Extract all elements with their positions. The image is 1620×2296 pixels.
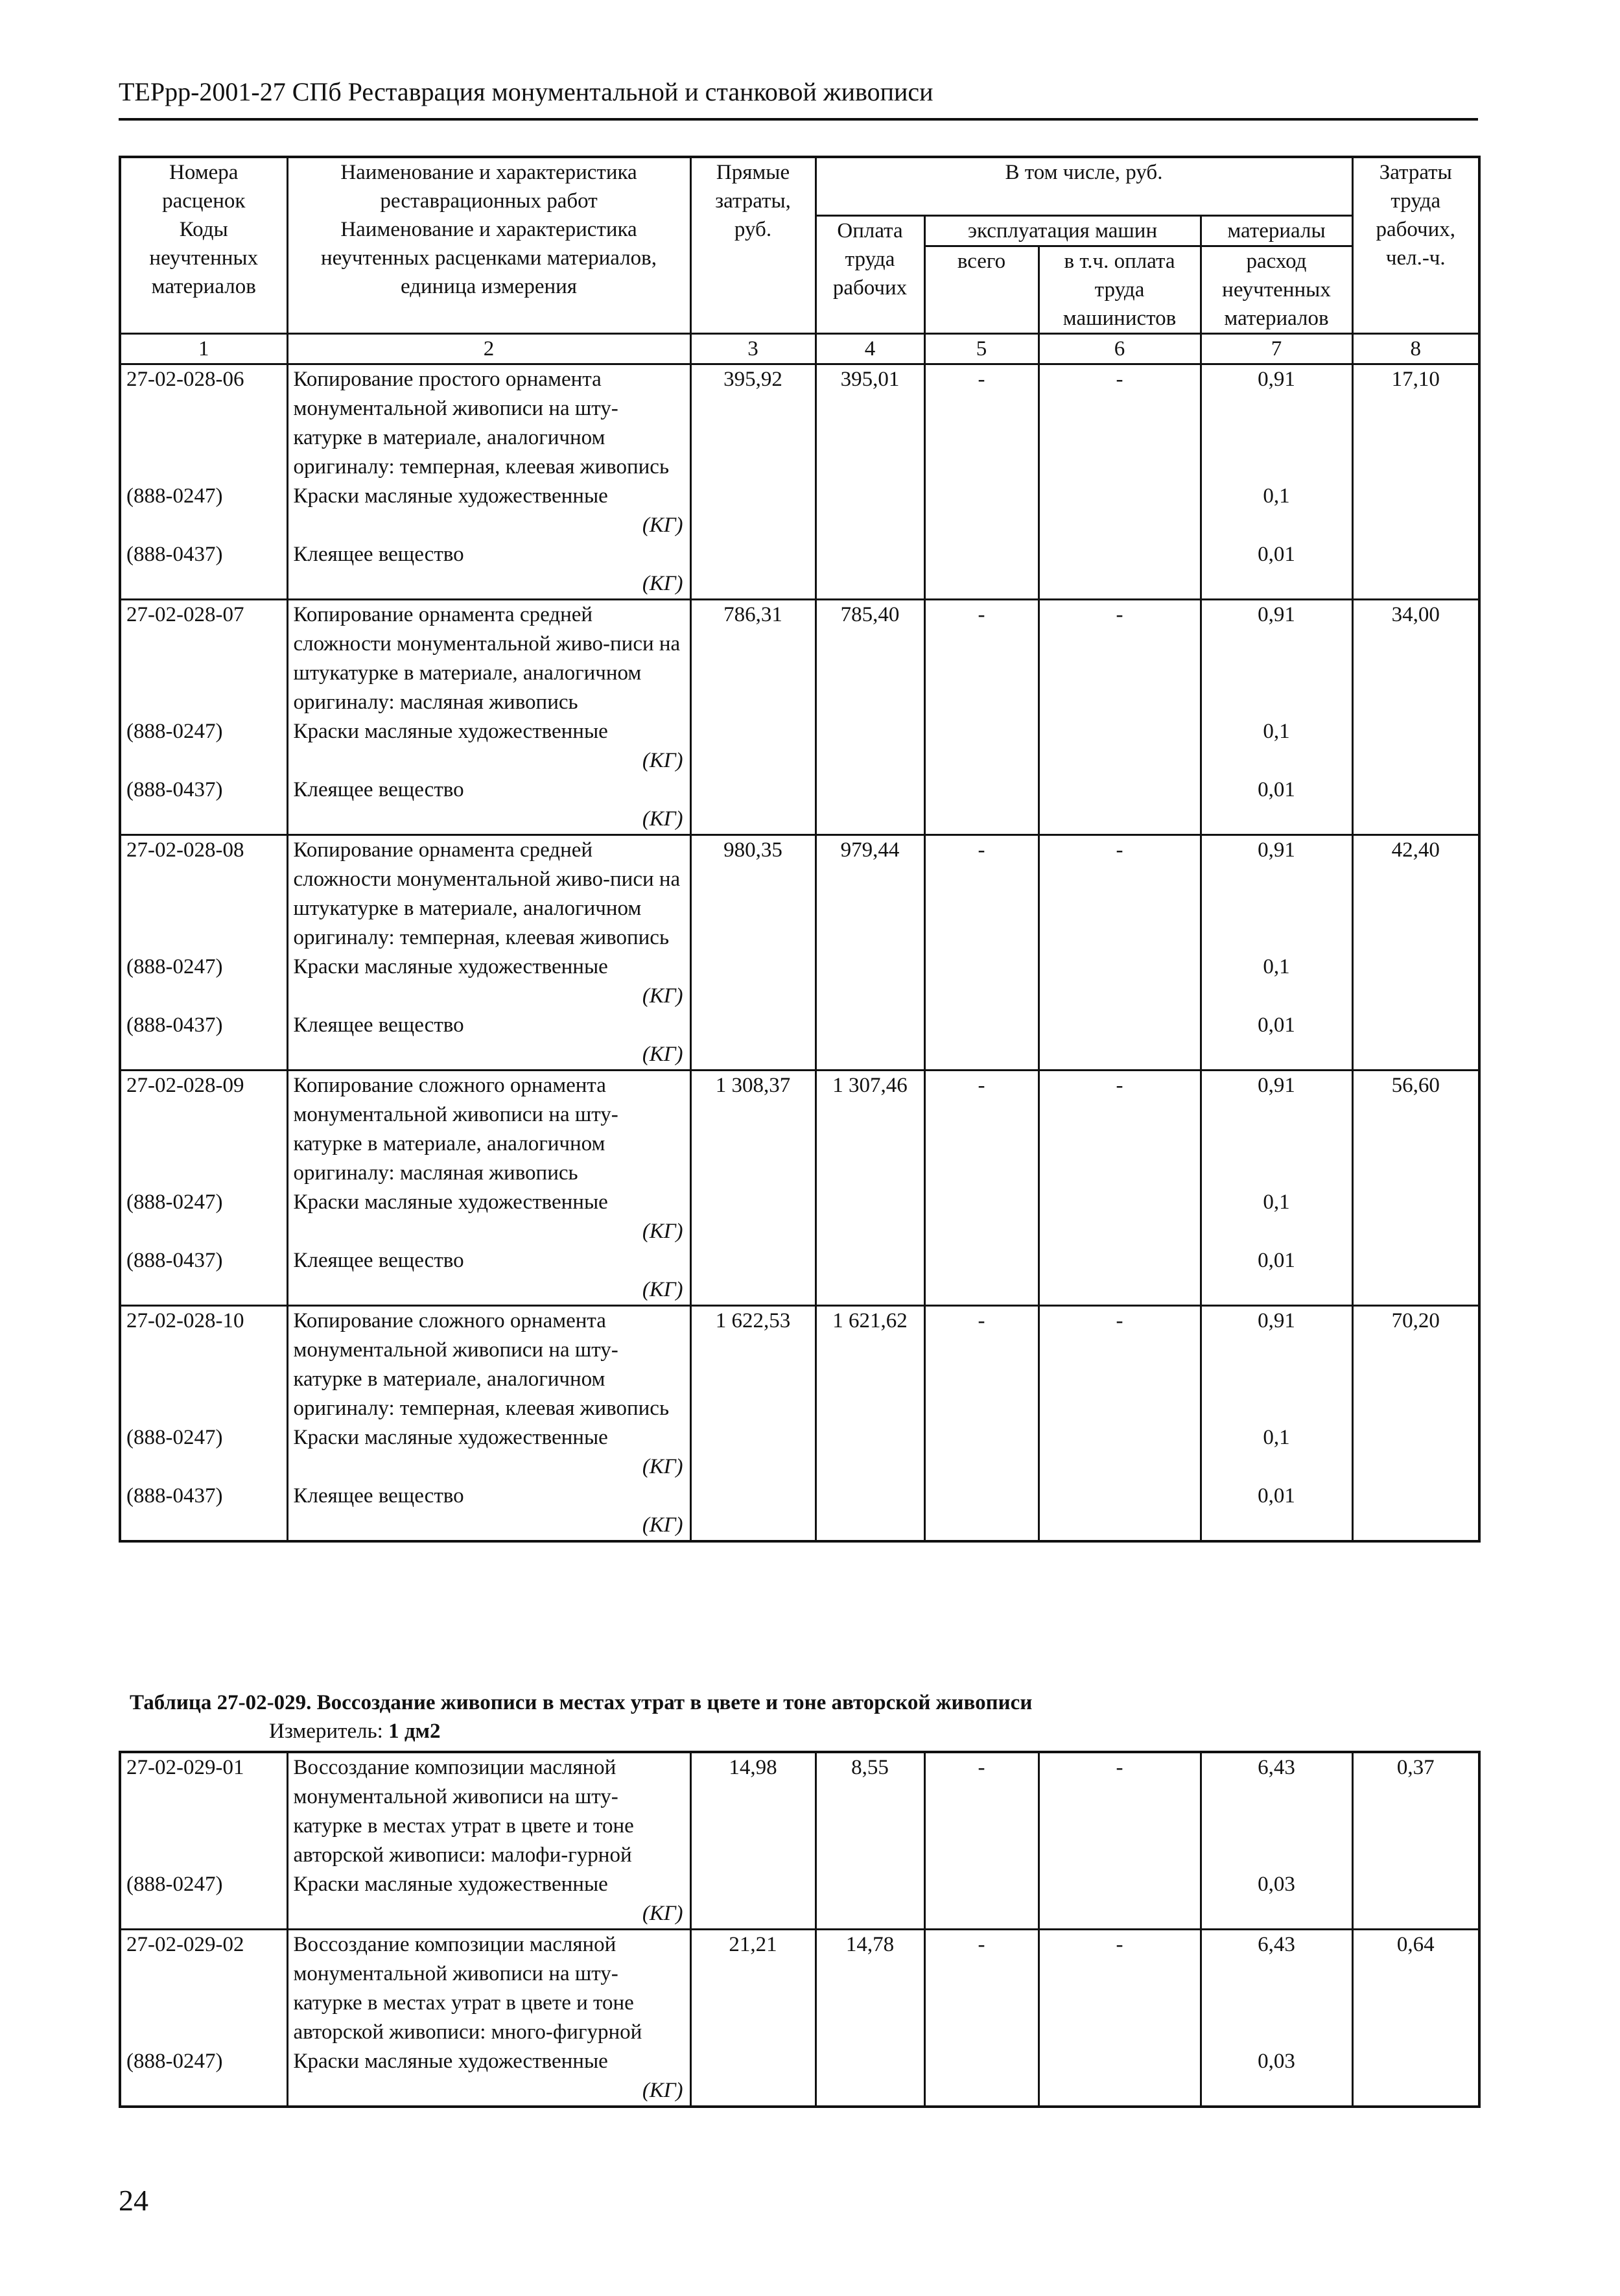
empty-cell [1352, 1870, 1479, 1930]
material-name-cell [287, 1188, 690, 1246]
empty-cell [1039, 540, 1201, 600]
material-code: (888-0437) [120, 1011, 287, 1071]
empty-cell [1352, 953, 1479, 1011]
material-name: Краски масляные художественные [293, 1425, 608, 1449]
direct-costs: 786,31 [690, 599, 816, 717]
empty-cell [924, 1423, 1039, 1482]
rate-code: 27-02-029-01 [120, 1752, 287, 1870]
worker-wages: 8,55 [816, 1752, 924, 1870]
empty-cell [924, 953, 1039, 1011]
material-row [120, 717, 1479, 775]
material-name: Краски масляные художественные [293, 954, 608, 978]
rate-row [120, 1305, 1479, 1423]
page-header-title: ТЕРрр-2001-27 СПб Реставрация монументальной и станковой живописи [119, 77, 933, 106]
material-name-cell [287, 540, 690, 600]
empty-cell [924, 1188, 1039, 1246]
worker-wages: 785,40 [816, 599, 924, 717]
material-qty: 0,01 [1201, 775, 1352, 835]
material-code: (888-0437) [120, 1246, 287, 1306]
empty-cell [690, 482, 816, 540]
table-title: Таблица 27-02-029. Воссоздание живописи в местах утрат в цвете и тоне авторской живописи [130, 1691, 1033, 1714]
material-name: Краски масляные художественные [293, 2050, 608, 2073]
empty-cell [1352, 775, 1479, 835]
empty-cell [924, 1870, 1039, 1930]
material-name: Краски масляные художественные [293, 1873, 608, 1896]
material-qty: 0,01 [1201, 1482, 1352, 1541]
rate-name: Копирование орнамента средней сложности монументальной живо-писи на штукатурке в материале, аналогичном оригиналу: масляная живопись [287, 599, 690, 717]
material-code: (888-0247) [120, 1423, 287, 1482]
materials-cost: 0,91 [1201, 599, 1352, 717]
material-unit: (КГ) [642, 513, 683, 537]
material-row [120, 1482, 1479, 1541]
direct-costs: 21,21 [690, 1930, 816, 2048]
material-name-cell [287, 1246, 690, 1306]
empty-cell [816, 717, 924, 775]
empty-cell [924, 2047, 1039, 2107]
empty-cell [1352, 717, 1479, 775]
material-name-cell [287, 1423, 690, 1482]
rates-body [120, 364, 1479, 1541]
direct-costs: 14,98 [690, 1752, 816, 1870]
direct-costs: 395,92 [690, 364, 816, 482]
empty-cell [690, 540, 816, 600]
machines-total: - [924, 1930, 1039, 2048]
material-qty: 0,1 [1201, 953, 1352, 1011]
material-code: (888-0437) [120, 775, 287, 835]
material-unit: (КГ) [642, 571, 683, 595]
worker-wages: 395,01 [816, 364, 924, 482]
empty-cell [924, 1246, 1039, 1306]
material-row [120, 1011, 1479, 1071]
material-row [120, 775, 1479, 835]
material-row [120, 1870, 1479, 1930]
rate-row [120, 1752, 1479, 1870]
machinist-wages: - [1039, 1752, 1201, 1870]
empty-cell [1039, 717, 1201, 775]
rate-code: 27-02-028-06 [120, 364, 287, 482]
empty-cell [1039, 1870, 1201, 1930]
rate-name: Копирование простого орнамента монументальной живописи на шту-катурке в материале, аналогичном оригиналу: темперная, клеевая живопись [287, 364, 690, 482]
included-group-header: В том числе, руб. [816, 157, 1352, 215]
col-number: 3 [690, 333, 816, 364]
material-name: Клеящее вещество [293, 542, 464, 566]
page-number: 24 [119, 2184, 148, 2217]
empty-cell [1039, 482, 1201, 540]
machines-total: - [924, 1305, 1039, 1423]
material-unit: (КГ) [642, 1454, 683, 1478]
empty-cell [1352, 1482, 1479, 1541]
col-number: 6 [1039, 333, 1201, 364]
empty-cell [816, 953, 924, 1011]
col-number: 8 [1352, 333, 1479, 364]
material-name: Клеящее вещество [293, 777, 464, 801]
material-code: (888-0247) [120, 2047, 287, 2107]
material-name: Клеящее вещество [293, 1484, 464, 1508]
empty-cell [1039, 775, 1201, 835]
material-qty: 0,1 [1201, 482, 1352, 540]
worker-wages: 1 307,46 [816, 1070, 924, 1188]
material-unit: (КГ) [642, 2079, 683, 2102]
materials-cost: 6,43 [1201, 1930, 1352, 2048]
machines-total: - [924, 1752, 1039, 1870]
material-code: (888-0247) [120, 482, 287, 540]
rate-code: 27-02-029-02 [120, 1930, 287, 2048]
empty-cell [1039, 1011, 1201, 1071]
empty-cell [924, 775, 1039, 835]
material-name-cell [287, 1482, 690, 1541]
empty-cell [924, 1011, 1039, 1071]
col2-header-bottom: Наименование и характеристика неучтенных расценками материалов, единица измерения [287, 215, 690, 333]
empty-cell [690, 717, 816, 775]
materials-cost: 0,91 [1201, 834, 1352, 953]
labor-hours: 0,37 [1352, 1752, 1479, 1870]
empty-cell [690, 1246, 816, 1306]
labor-hours: 42,40 [1352, 834, 1479, 953]
col6-header: в т.ч. оплата труда машинистов [1039, 246, 1201, 333]
direct-costs: 1 622,53 [690, 1305, 816, 1423]
labor-hours: 17,10 [1352, 364, 1479, 482]
empty-cell [690, 1423, 816, 1482]
worker-wages: 979,44 [816, 834, 924, 953]
empty-cell [816, 1870, 924, 1930]
material-qty: 0,01 [1201, 1011, 1352, 1071]
rates-table-029 [119, 1751, 1481, 2108]
machines-total: - [924, 599, 1039, 717]
material-name: Клеящее вещество [293, 1248, 464, 1272]
materials-cost: 6,43 [1201, 1752, 1352, 1870]
material-qty: 0,01 [1201, 1246, 1352, 1306]
empty-cell [1352, 1423, 1479, 1482]
material-name-cell [287, 1870, 690, 1930]
empty-cell [690, 1870, 816, 1930]
material-name-cell [287, 717, 690, 775]
material-qty: 0,1 [1201, 1188, 1352, 1246]
col8-header: Затраты труда рабочих, чел.-ч. [1352, 157, 1479, 333]
col5-header: всего [924, 246, 1039, 333]
material-name-cell [287, 482, 690, 540]
material-row [120, 1188, 1479, 1246]
machines-total: - [924, 364, 1039, 482]
machinist-wages: - [1039, 364, 1201, 482]
materials-cost: 0,91 [1201, 364, 1352, 482]
empty-cell [690, 1011, 816, 1071]
measure-label: Измеритель: [269, 1720, 383, 1743]
material-unit: (КГ) [642, 807, 683, 831]
measure-value: 1 дм2 [388, 1720, 441, 1743]
empty-cell [690, 775, 816, 835]
empty-cell [816, 1482, 924, 1541]
table-header [120, 157, 1479, 364]
material-code: (888-0437) [120, 540, 287, 600]
col3-header: Прямые затраты, руб. [690, 157, 816, 333]
empty-cell [924, 717, 1039, 775]
empty-cell [690, 1188, 816, 1246]
empty-cell [924, 1482, 1039, 1541]
empty-cell [1039, 2047, 1201, 2107]
material-row [120, 482, 1479, 540]
rate-code: 27-02-028-07 [120, 599, 287, 717]
material-qty: 0,03 [1201, 2047, 1352, 2107]
labor-hours: 0,64 [1352, 1930, 1479, 2048]
material-code: (888-0247) [120, 717, 287, 775]
empty-cell [816, 482, 924, 540]
col2-header-top: Наименование и характеристика реставрационных работ [287, 157, 690, 215]
materials-group-header: материалы [1201, 215, 1352, 246]
rate-code: 27-02-028-09 [120, 1070, 287, 1188]
worker-wages: 1 621,62 [816, 1305, 924, 1423]
material-code: (888-0247) [120, 1188, 287, 1246]
direct-costs: 980,35 [690, 834, 816, 953]
rate-name: Воссоздание композиции масляной монументальной живописи на шту-катурке в местах утрат в цвете и тоне авторской живописи: малофи-гурной [287, 1752, 690, 1870]
labor-hours: 70,20 [1352, 1305, 1479, 1423]
materials-cost: 0,91 [1201, 1070, 1352, 1188]
empty-cell [816, 1011, 924, 1071]
rate-row [120, 364, 1479, 482]
rate-name: Воссоздание композиции масляной монументальной живописи на шту-катурке в местах утрат в цвете и тоне авторской живописи: много-фигурной [287, 1930, 690, 2048]
machinist-wages: - [1039, 1070, 1201, 1188]
empty-cell [690, 1482, 816, 1541]
empty-cell [1039, 1423, 1201, 1482]
machinist-wages: - [1039, 834, 1201, 953]
empty-cell [1039, 953, 1201, 1011]
machines-total: - [924, 834, 1039, 953]
empty-cell [690, 953, 816, 1011]
col-number: 4 [816, 333, 924, 364]
material-row [120, 1246, 1479, 1306]
col-number: 5 [924, 333, 1039, 364]
material-row [120, 953, 1479, 1011]
empty-cell [1039, 1482, 1201, 1541]
machinist-wages: - [1039, 599, 1201, 717]
empty-cell [1039, 1246, 1201, 1306]
material-qty: 0,03 [1201, 1870, 1352, 1930]
empty-cell [816, 775, 924, 835]
rate-row [120, 599, 1479, 717]
rate-row [120, 1930, 1479, 2048]
material-qty: 0,01 [1201, 540, 1352, 600]
empty-cell [816, 1423, 924, 1482]
material-name-cell [287, 1011, 690, 1071]
rates-table-028 [119, 156, 1481, 1543]
material-unit: (КГ) [642, 1902, 683, 1925]
material-name: Краски масляные художественные [293, 719, 608, 743]
empty-cell [816, 1188, 924, 1246]
empty-cell [816, 540, 924, 600]
material-unit: (КГ) [642, 1042, 683, 1066]
labor-hours: 34,00 [1352, 599, 1479, 717]
material-unit: (КГ) [642, 1513, 683, 1537]
col-number: 7 [1201, 333, 1352, 364]
col7-header: расход неучтенных материалов [1201, 246, 1352, 333]
material-name: Краски масляные художественные [293, 1190, 608, 1214]
rate-name: Копирование сложного орнамента монументальной живописи на шту-катурке в материале, аналогичном оригиналу: темперная, клеевая живопись [287, 1305, 690, 1423]
empty-cell [1039, 1188, 1201, 1246]
rates-body [120, 1752, 1479, 2107]
material-unit: (КГ) [642, 748, 683, 772]
empty-cell [1352, 1188, 1479, 1246]
material-unit: (КГ) [642, 1219, 683, 1243]
material-name-cell [287, 2047, 690, 2107]
empty-cell [816, 1246, 924, 1306]
rate-row [120, 834, 1479, 953]
rate-name: Копирование орнамента средней сложности монументальной живо-писи на штукатурке в материале, аналогичном оригиналу: темперная, клеевая живопись [287, 834, 690, 953]
machines-total: - [924, 1070, 1039, 1188]
machinist-wages: - [1039, 1305, 1201, 1423]
material-code: (888-0437) [120, 1482, 287, 1541]
empty-cell [690, 2047, 816, 2107]
material-unit: (КГ) [642, 984, 683, 1008]
material-name-cell [287, 775, 690, 835]
material-code: (888-0247) [120, 953, 287, 1011]
measure-line [269, 1717, 441, 1746]
machines-group-header: эксплуатация машин [924, 215, 1201, 246]
material-qty: 0,1 [1201, 717, 1352, 775]
col1-header-top: Номера расценок [120, 157, 287, 215]
material-name: Краски масляные художественные [293, 484, 608, 508]
rate-code: 27-02-028-10 [120, 1305, 287, 1423]
material-row [120, 2047, 1479, 2107]
material-name: Клеящее вещество [293, 1013, 464, 1037]
col-number: 1 [120, 333, 287, 364]
empty-cell [816, 2047, 924, 2107]
col1-header-bottom: Коды неучтенных материалов [120, 215, 287, 333]
empty-cell [1352, 482, 1479, 540]
material-name-cell [287, 953, 690, 1011]
direct-costs: 1 308,37 [690, 1070, 816, 1188]
col4-header: Оплата труда рабочих [816, 215, 924, 333]
empty-cell [924, 540, 1039, 600]
rate-row [120, 1070, 1479, 1188]
material-qty: 0,1 [1201, 1423, 1352, 1482]
material-row [120, 1423, 1479, 1482]
empty-cell [924, 482, 1039, 540]
rate-name: Копирование сложного орнамента монументальной живописи на шту-катурке в материале, аналогичном оригиналу: масляная живопись [287, 1070, 690, 1188]
material-unit: (КГ) [642, 1277, 683, 1301]
worker-wages: 14,78 [816, 1930, 924, 2048]
rate-code: 27-02-028-08 [120, 834, 287, 953]
empty-cell [1352, 1246, 1479, 1306]
material-code: (888-0247) [120, 1870, 287, 1930]
empty-cell [1352, 2047, 1479, 2107]
empty-cell [1352, 1011, 1479, 1071]
material-row [120, 540, 1479, 600]
machinist-wages: - [1039, 1930, 1201, 2048]
header-rule [119, 118, 1478, 121]
empty-cell [1352, 540, 1479, 600]
labor-hours: 56,60 [1352, 1070, 1479, 1188]
col-number: 2 [287, 333, 690, 364]
materials-cost: 0,91 [1201, 1305, 1352, 1423]
